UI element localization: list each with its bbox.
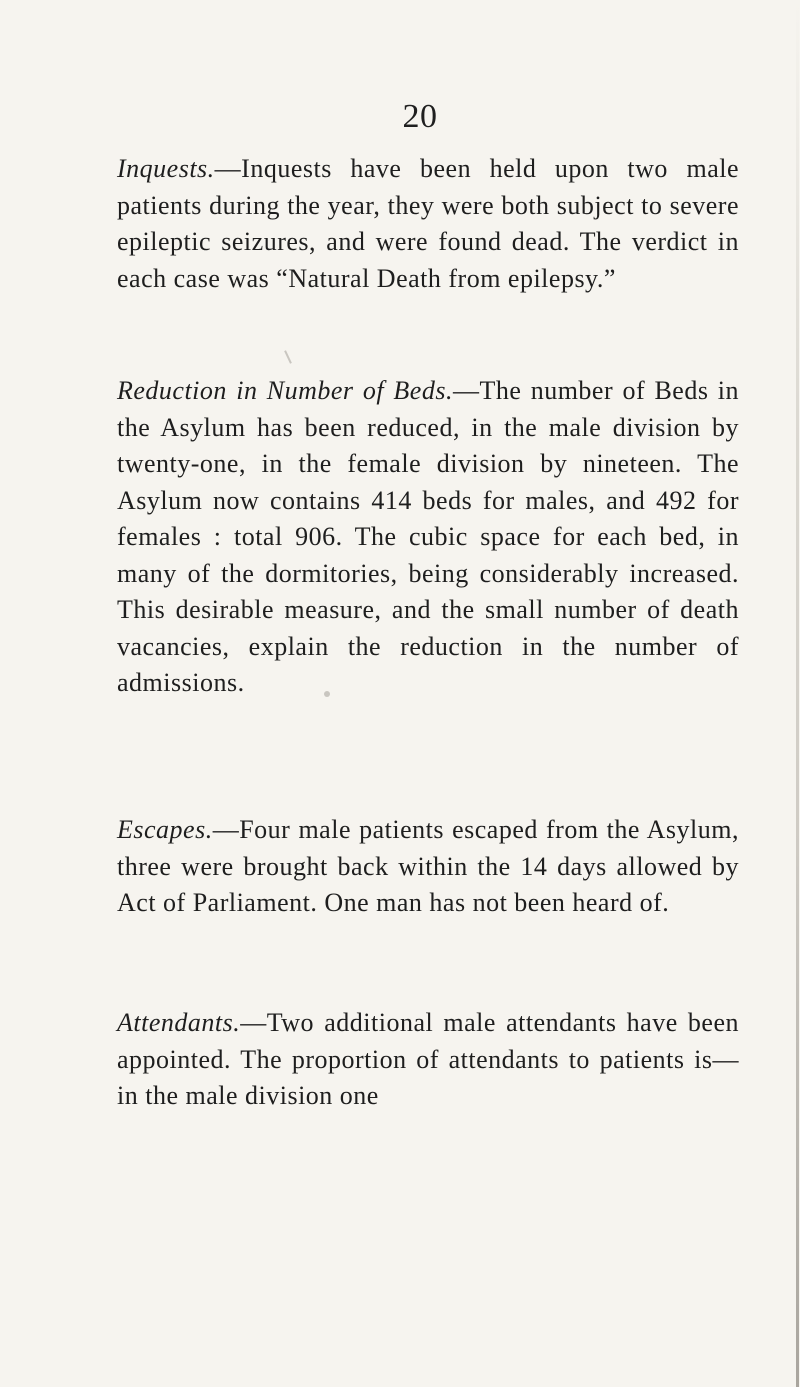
heading-inquests: Inquests. xyxy=(117,154,215,183)
body-beds: —The number of Beds in the Asylum has been reduced, in the male division by twenty-one, in the female division by nineteen. The Asylum now contains 414 beds for males, and 492 for females : total 906. The cubic space for each bed, in many of the dormitories, being considerably increased. This desirable measure, and the small number of death vacancies, explain the reduction in the number of admissions. xyxy=(117,376,739,697)
heading-beds: Reduction in Number of Beds. xyxy=(117,376,453,405)
heading-escapes: Escapes. xyxy=(117,815,213,844)
paragraph-beds-text xyxy=(117,373,739,702)
paragraph-escapes xyxy=(117,812,739,922)
paragraph-beds xyxy=(117,373,739,702)
paragraph-inquests xyxy=(117,151,739,297)
paragraph-escapes-text xyxy=(117,812,739,922)
paragraph-attendants xyxy=(117,1005,739,1115)
page-number: 20 xyxy=(402,98,438,135)
page-edge-shadow xyxy=(796,0,799,1387)
paragraph-attendants-text xyxy=(117,1005,739,1115)
body-attendants: —Two additional male attendants have been appointed. The proportion of attendants to patients is—in the male division one xyxy=(117,1008,739,1110)
scan-speck xyxy=(324,691,330,697)
heading-attendants: Attendants. xyxy=(117,1008,241,1037)
body-inquests: —Inquests have been held upon two male patients during the year, they were both subject to severe epileptic seizures, and were found dead. The verdict in each case was “Natural Death from epilepsy.” xyxy=(117,154,739,293)
scan-scratch xyxy=(284,350,292,364)
body-escapes: —Four male patients escaped from the Asylum, three were brought back within the 14 days allowed by Act of Parliament. One man has not been heard of. xyxy=(117,815,739,917)
paragraph-inquests-text xyxy=(117,151,739,297)
